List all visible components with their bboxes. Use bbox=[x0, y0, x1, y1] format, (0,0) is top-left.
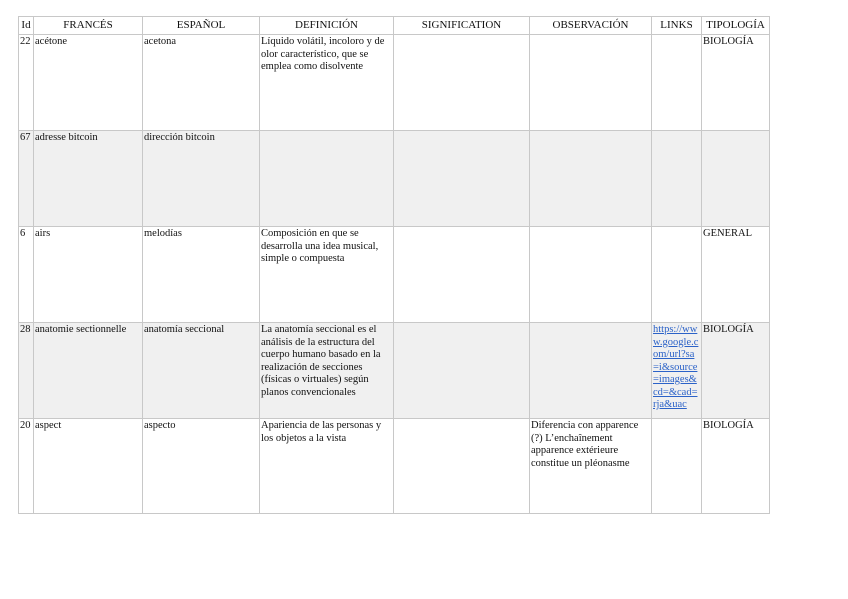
cell-observacion bbox=[530, 35, 652, 131]
cell-signification bbox=[394, 227, 530, 323]
cell-tipologia: BIOLOGÍA bbox=[702, 419, 770, 514]
cell-tipologia: BIOLOGÍA bbox=[702, 35, 770, 131]
reference-link[interactable]: https://www.google.com/url?sa=i&source=images&cd=&cad=rja&uac bbox=[653, 324, 699, 410]
cell-tipologia bbox=[702, 131, 770, 227]
cell-definicion: Apariencia de las personas y los objetos a la vista bbox=[260, 419, 394, 514]
cell-signification bbox=[394, 323, 530, 419]
cell-frances: acétone bbox=[34, 35, 143, 131]
column-header-signification: SIGNIFICATION bbox=[394, 17, 530, 35]
column-header-id: Id bbox=[19, 17, 34, 35]
column-header-tipologia: TIPOLOGÍA bbox=[702, 17, 770, 35]
cell-id: 22 bbox=[19, 35, 34, 131]
cell-signification bbox=[394, 35, 530, 131]
cell-id: 28 bbox=[19, 323, 34, 419]
cell-frances: aspect bbox=[34, 419, 143, 514]
cell-frances: airs bbox=[34, 227, 143, 323]
table-row bbox=[19, 35, 770, 131]
column-header-observacion: OBSERVACIÓN bbox=[530, 17, 652, 35]
table-row bbox=[19, 323, 770, 419]
column-header-links: LINKS bbox=[652, 17, 702, 35]
cell-id: 6 bbox=[19, 227, 34, 323]
cell-frances: anatomie sectionnelle bbox=[34, 323, 143, 419]
table-row bbox=[19, 227, 770, 323]
column-header-espanol: ESPAÑOL bbox=[143, 17, 260, 35]
cell-observacion: Diferencia con apparence (?) L’enchaînement apparence extérieure constitue un pléonasme bbox=[530, 419, 652, 514]
cell-links bbox=[652, 323, 702, 419]
cell-links bbox=[652, 419, 702, 514]
cell-observacion bbox=[530, 131, 652, 227]
table-row bbox=[19, 419, 770, 514]
cell-tipologia: BIOLOGÍA bbox=[702, 323, 770, 419]
cell-id: 67 bbox=[19, 131, 34, 227]
cell-links bbox=[652, 35, 702, 131]
cell-frances: adresse bitcoin bbox=[34, 131, 143, 227]
cell-signification bbox=[394, 131, 530, 227]
cell-observacion bbox=[530, 323, 652, 419]
cell-espanol: dirección bitcoin bbox=[143, 131, 260, 227]
header-row bbox=[19, 17, 770, 35]
cell-id: 20 bbox=[19, 419, 34, 514]
cell-definicion: Líquido volátil, incoloro y de olor característico, que se emplea como disolvente bbox=[260, 35, 394, 131]
glossary-sheet bbox=[18, 16, 769, 514]
glossary-table bbox=[18, 16, 770, 514]
column-header-definicion: DEFINICIÓN bbox=[260, 17, 394, 35]
cell-espanol: melodías bbox=[143, 227, 260, 323]
cell-signification bbox=[394, 419, 530, 514]
cell-definicion: Composición en que se desarrolla una idea musical, simple o compuesta bbox=[260, 227, 394, 323]
cell-definicion bbox=[260, 131, 394, 227]
cell-espanol: anatomía seccional bbox=[143, 323, 260, 419]
cell-links bbox=[652, 227, 702, 323]
cell-links bbox=[652, 131, 702, 227]
cell-observacion bbox=[530, 227, 652, 323]
cell-definicion: La anatomía seccional es el análisis de la estructura del cuerpo humano basado en la realización de secciones (físicas o virtuales) según planos convencionales bbox=[260, 323, 394, 419]
column-header-frances: FRANCÉS bbox=[34, 17, 143, 35]
cell-tipologia: GENERAL bbox=[702, 227, 770, 323]
table-row bbox=[19, 131, 770, 227]
cell-espanol: aspecto bbox=[143, 419, 260, 514]
cell-espanol: acetona bbox=[143, 35, 260, 131]
